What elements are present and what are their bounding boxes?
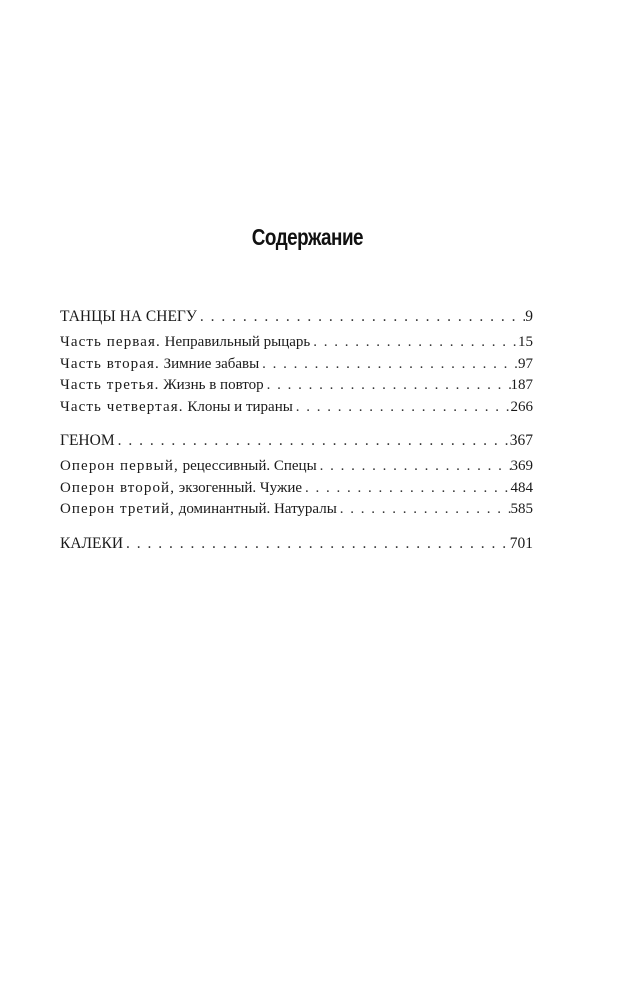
dot-leader (115, 429, 510, 453)
toc-chapter-entry (60, 354, 533, 376)
page-title: Содержание (251, 224, 364, 250)
toc-page-number: 701 (509, 534, 533, 552)
toc-chapter-entry (60, 499, 533, 521)
toc-chapter-title: Часть четвертая. Клоны и тираны (60, 398, 293, 415)
toc-chapter-title: Часть третья. Жизнь в повтор (60, 377, 264, 393)
toc-page-number: 97 (518, 355, 533, 372)
toc-chapter-title: Оперон первый, рецессивный. Спецы (60, 458, 317, 474)
dot-leader (293, 397, 511, 419)
toc-chapter-entry (60, 478, 533, 500)
toc-page-number: 369 (510, 458, 533, 474)
toc-chapter-title: Оперон второй, экзогенный. Чужие (60, 479, 303, 496)
toc-part-title: ГЕНОМ (60, 432, 115, 449)
dot-leader (264, 375, 511, 397)
toc-section (60, 429, 533, 521)
toc-page-number: 585 (510, 501, 533, 517)
toc-section (60, 532, 533, 556)
toc-page-number: 9 (525, 308, 533, 325)
dot-leader (310, 332, 518, 354)
toc-part-entry (60, 532, 533, 556)
toc-page-number: 266 (510, 398, 533, 415)
toc-chapter-entry (60, 375, 533, 397)
dot-leader (259, 354, 518, 376)
dot-leader (337, 499, 511, 521)
toc-chapter-title: Часть первая. Неправильный рыцарь (60, 334, 311, 350)
toc-page-number: 484 (510, 479, 533, 496)
toc-part-title: КАЛЕКИ (60, 534, 124, 552)
toc-page-number: 367 (509, 432, 533, 449)
dot-leader (123, 532, 510, 556)
toc-chapter-entry (60, 397, 533, 419)
toc-chapter-title: Оперон третий, доминантный. Натуралы (60, 501, 337, 517)
toc-chapter-entry (60, 332, 533, 354)
toc-part-entry (60, 429, 533, 453)
toc-page-number: 15 (518, 334, 533, 350)
dot-leader (302, 478, 510, 500)
toc-part-entry (60, 305, 533, 329)
table-of-contents (60, 305, 533, 556)
toc-page-number: 187 (510, 377, 533, 393)
toc-part-title: ТАНЦЫ НА СНЕГУ (60, 308, 197, 325)
dot-leader (197, 305, 525, 329)
toc-chapter-title: Часть вторая. Зимние забавы (60, 355, 260, 372)
dot-leader (317, 456, 511, 478)
toc-section (60, 305, 533, 418)
toc-chapter-entry (60, 456, 533, 478)
